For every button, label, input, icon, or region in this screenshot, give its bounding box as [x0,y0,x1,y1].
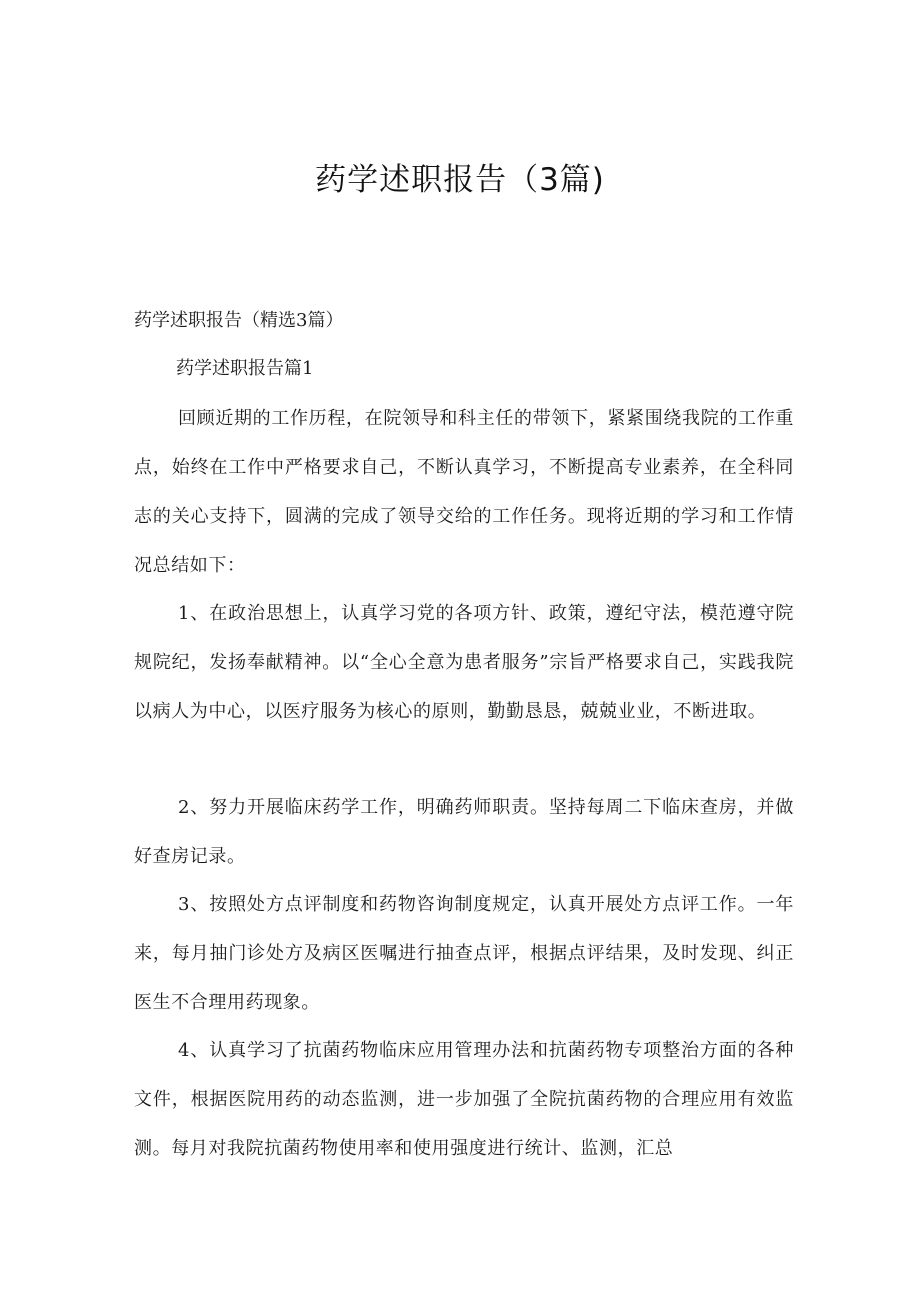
document-subtitle: 药学述职报告（精选3篇） [134,310,344,331]
paragraph-intro: 回顾近期的工作历程，在院领导和科主任的带领下，紧紧围绕我院的工作重点，始终在工作中严格要求自己，不断认真学习，不断提高专业素养，在全科同志的关心支持下，圆满的完成了领导交给的工作任务。现将近期的学习和工作情况总结如下： [134,408,794,576]
document-title: 药学述职报告（3篇) [315,162,605,198]
paragraph-item-4: 4、认真学习了抗菌药物临床应用管理办法和抗菌药物专项整治方面的各种文件，根据医院用药的动态监测，进一步加强了全院抗菌药物的合理应用有效监测。每月对我院抗菌药物使用率和使用强度进行统计、监测，汇总 [134,1040,794,1159]
section-heading: 药学述职报告篇1 [176,358,314,379]
paragraph-item-2: 2、努力开展临床药学工作，明确药师职责。坚持每周二下临床查房，并做好查房记录。 [134,797,794,867]
paragraph-item-1: 1、在政治思想上，认真学习党的各项方针、政策，遵纪守法，模范遵守院规院纪，发扬奉献精神。以“全心全意为患者服务”宗旨严格要求自己，实践我院以病人为中心，以医疗服务为核心的原则，勤勤恳恳，兢兢业业，不断进取。 [134,603,794,722]
paragraph-item-3: 3、按照处方点评制度和药物咨询制度规定，认真开展处方点评工作。一年来，每月抽门诊处方及病区医嘱进行抽查点评，根据点评结果，及时发现、纠正医生不合理用药现象。 [134,894,794,1013]
